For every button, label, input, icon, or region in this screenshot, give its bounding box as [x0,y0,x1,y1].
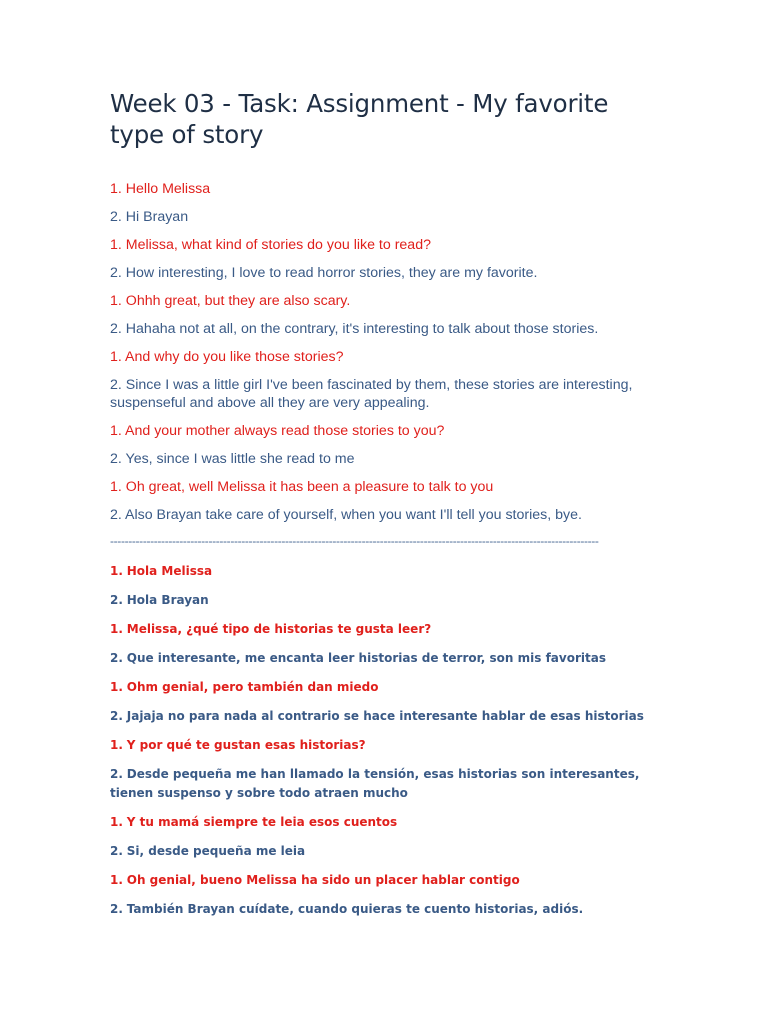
dialogue-line [110,678,650,697]
speaker-number: 1. [110,680,123,694]
dialogue-text: Also Brayan take care of yourself, when you want I'll tell you stories, bye. [125,507,582,523]
dialogue-line [110,292,650,310]
dialogue-line [110,208,650,226]
speaker-number: 1. [110,423,122,439]
speaker-number: 2. [110,321,122,337]
speaker-number: 1. [110,815,123,829]
dialogue-text: Ohm genial, pero también dan miedo [126,680,379,694]
speaker-number: 1. [110,181,122,197]
speaker-number: 1. [110,622,123,636]
dialogue-line [110,620,650,639]
speaker-number: 1. [110,738,123,752]
dialogue-line [110,450,650,468]
speaker-number: 1. [110,349,122,365]
dialogue-line [110,765,650,803]
document-title: Week 03 - Task: Assignment - My favorite type of story [110,89,609,149]
dialogue-text: Si, desde pequeña me leia [126,844,306,858]
dialogue-text: And why do you like those stories? [125,349,344,365]
english-dialogue [110,180,650,524]
dialogue-line [110,478,650,496]
dialogue-line [110,348,650,366]
dialogue-text: Hello Melissa [125,181,211,197]
dialogue-text: Oh genial, bueno Melissa ha sido un placer hablar contigo [126,873,520,887]
dialogue-text: Melissa, ¿qué tipo de historias te gusta leer? [126,622,432,636]
dialogue-line [110,842,650,861]
speaker-number: 1. [110,873,123,887]
speaker-number: 2. [110,265,122,281]
speaker-number: 2. [110,451,122,467]
dialogue-line [110,320,650,338]
speaker-number: 1. [110,237,122,253]
dialogue-text: Since I was a little girl I've been fascinated by them, these stories are interesting, suspenseful and above all they are very appealing. [110,377,633,411]
speaker-number: 1. [110,479,122,495]
dialogue-line [110,562,650,581]
dialogue-line [110,180,650,198]
section-divider: -------------------------------------------------------------------------------------------------------------------------------------- [110,534,599,548]
dialogue-text: Yes, since I was little she read to me [125,451,355,467]
dialogue-text: And your mother always read those stories to you? [125,423,445,439]
dialogue-text: Melissa, what kind of stories do you like to read? [125,237,431,253]
dialogue-text: Hi Brayan [125,209,189,225]
dialogue-text: Jajaja no para nada al contrario se hace interesante hablar de esas historias [126,709,644,723]
document-page [110,88,650,929]
speaker-number: 2. [110,507,122,523]
speaker-number: 2. [110,593,123,607]
dialogue-text: Y tu mamá siempre te leia esos cuentos [126,815,398,829]
dialogue-line [110,707,650,726]
dialogue-line [110,736,650,755]
dialogue-line [110,813,650,832]
dialogue-line [110,506,650,524]
speaker-number: 1. [110,293,122,309]
speaker-number: 2. [110,844,123,858]
dialogue-line [110,264,650,282]
dialogue-text: Hola Brayan [126,593,209,607]
dialogue-text: How interesting, I love to read horror stories, they are my favorite. [125,265,538,281]
speaker-number: 2. [110,209,122,225]
dialogue-text: Que interesante, me encanta leer historias de terror, son mis favoritas [126,651,606,665]
speaker-number: 2. [110,651,123,665]
dialogue-line [110,649,650,668]
dialogue-line [110,871,650,890]
dialogue-text: También Brayan cuídate, cuando quieras te cuento historias, adiós. [126,902,584,916]
speaker-number: 2. [110,377,122,393]
dialogue-line [110,236,650,254]
dialogue-text: Y por qué te gustan esas historias? [126,738,366,752]
dialogue-text: Hola Melissa [126,564,213,578]
dialogue-line [110,591,650,610]
dialogue-text: Oh great, well Melissa it has been a pleasure to talk to you [125,479,494,495]
dialogue-line [110,376,650,412]
speaker-number: 2. [110,709,123,723]
dialogue-text: Hahaha not at all, on the contrary, it's interesting to talk about those stories. [125,321,599,337]
speaker-number: 2. [110,767,123,781]
spanish-dialogue [110,562,650,919]
speaker-number: 2. [110,902,123,916]
dialogue-text: Desde pequeña me han llamado la tensión, esas historias son interesantes, tienen suspenso y sobre todo atraen mucho [110,767,640,800]
dialogue-line [110,422,650,440]
dialogue-text: Ohhh great, but they are also scary. [125,293,351,309]
dialogue-line [110,900,650,919]
speaker-number: 1. [110,564,123,578]
